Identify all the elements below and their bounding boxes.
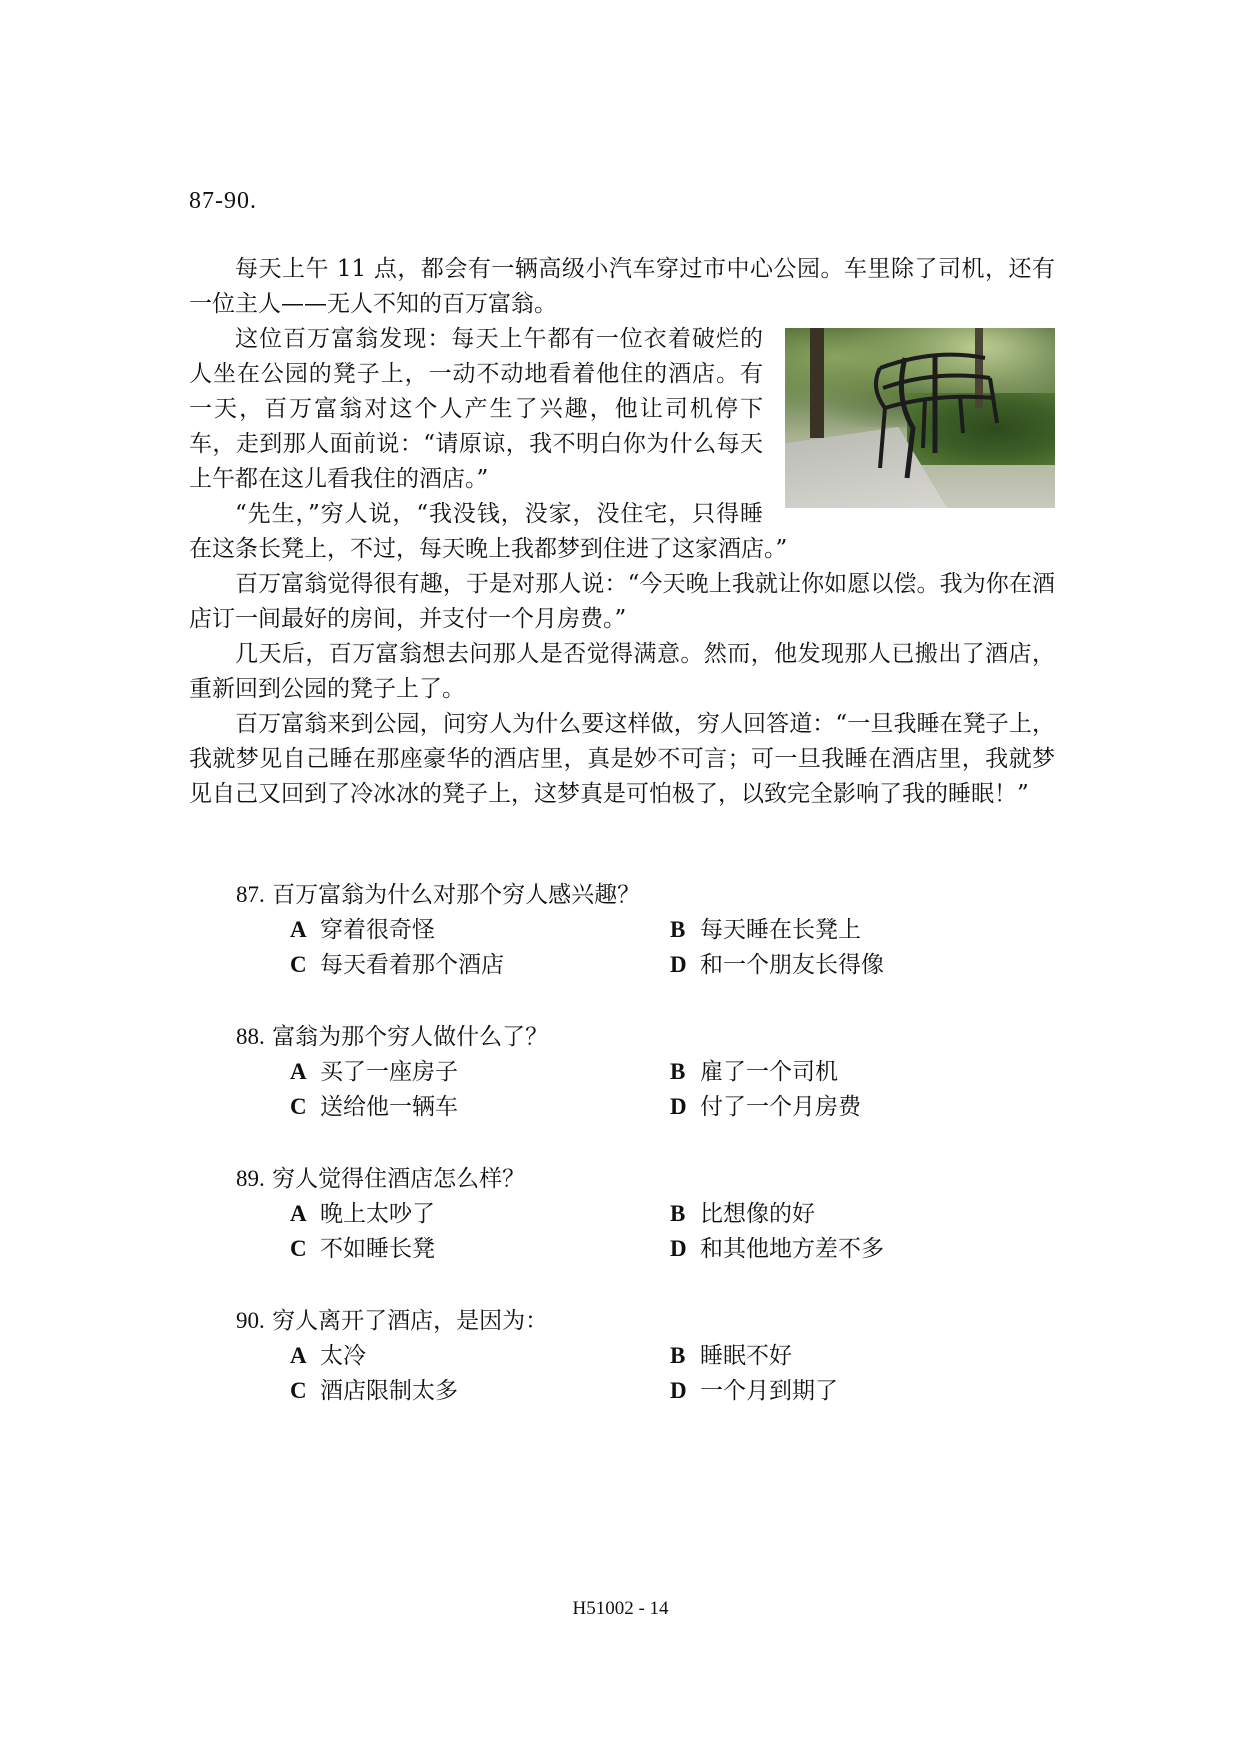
- page-footer: H51002 - 14: [572, 1598, 669, 1619]
- option-text: 和其他地方差不多: [700, 1236, 884, 1262]
- option-letter: D: [670, 1236, 687, 1261]
- option-text: 不如睡长凳: [320, 1236, 435, 1262]
- passage-paragraph-5: 几天后，百万富翁想去问那人是否觉得满意。然而，他发现那人已搬出了酒店，重新回到公园的凳子上了。: [189, 641, 1055, 702]
- option-b[interactable]: [670, 911, 861, 944]
- option-text: 送给他一辆车: [320, 1094, 458, 1120]
- question-stem: [236, 1018, 548, 1051]
- option-d[interactable]: [670, 946, 884, 979]
- question-number: 87.: [236, 882, 265, 907]
- question-number: 90.: [236, 1308, 265, 1333]
- option-b[interactable]: [670, 1195, 815, 1228]
- option-d[interactable]: [670, 1230, 884, 1263]
- option-letter: A: [290, 1059, 307, 1084]
- question-number: 88.: [236, 1024, 265, 1049]
- option-text: 和一个朋友长得像: [700, 952, 884, 978]
- option-letter: B: [670, 1201, 686, 1226]
- option-b[interactable]: [670, 1053, 838, 1086]
- option-text: 雇了一个司机: [700, 1059, 838, 1085]
- question-88: [189, 1018, 1055, 1160]
- option-text: 付了一个月房费: [700, 1094, 861, 1120]
- option-text: 穿着很奇怪: [320, 917, 435, 943]
- option-c[interactable]: [290, 946, 504, 979]
- option-text: 太冷: [320, 1343, 366, 1369]
- option-letter: A: [290, 1343, 307, 1368]
- question-text: 穷人离开了酒店，是因为：: [272, 1308, 549, 1334]
- reading-passage: [189, 252, 1055, 812]
- option-letter: D: [670, 1094, 687, 1119]
- option-letter: C: [290, 1094, 307, 1119]
- option-letter: D: [670, 952, 687, 977]
- option-c[interactable]: [290, 1088, 458, 1121]
- question-87: [189, 876, 1055, 1018]
- question-stem: [236, 1302, 548, 1335]
- option-b[interactable]: [670, 1337, 792, 1370]
- option-text: 买了一座房子: [320, 1059, 458, 1085]
- option-a[interactable]: [290, 911, 435, 944]
- option-text: 每天睡在长凳上: [700, 917, 861, 943]
- option-letter: C: [290, 952, 307, 977]
- passage-paragraph-6: 百万富翁来到公园，问穷人为什么要这样做，穷人回答道：“一旦我睡在凳子上，我就梦见自己睡在那座豪华的酒店里，真是妙不可言；可一旦我睡在酒店里，我就梦见自己又回到了冷冰冰的凳子上，这梦真是可怕极了，以致完全影响了我的睡眠！”: [189, 711, 1055, 807]
- park-bench-photo: [785, 328, 1055, 508]
- option-text: 一个月到期了: [700, 1378, 838, 1404]
- option-a[interactable]: [290, 1053, 458, 1086]
- section-number: 87-90.: [189, 188, 257, 214]
- option-text: 晚上太吵了: [320, 1201, 435, 1227]
- option-letter: C: [290, 1236, 307, 1261]
- question-text: 百万富翁为什么对那个穷人感兴趣？: [272, 882, 641, 908]
- option-letter: A: [290, 1201, 307, 1226]
- option-letter: B: [670, 1343, 686, 1368]
- option-letter: C: [290, 1378, 307, 1403]
- option-d[interactable]: [670, 1372, 838, 1405]
- question-number: 89.: [236, 1166, 265, 1191]
- question-89: [189, 1160, 1055, 1302]
- passage-paragraph-2: 这位百万富翁发现：每天上午都有一位衣着破烂的人坐在公园的凳子上，一动不动地看着他住的酒店。有一天，百万富翁对这个人产生了兴趣，他让司机停下车，走到那人面前说：“请原谅，我不明白你为什么每天上午都在这儿看我住的酒店。”: [189, 326, 763, 492]
- option-letter: B: [670, 1059, 686, 1084]
- passage-paragraph-4: 百万富翁觉得很有趣，于是对那人说：“今天晚上我就让你如愿以偿。我为你在酒店订一间最好的房间，并支付一个月房费。”: [189, 571, 1055, 632]
- option-text: 比想像的好: [700, 1201, 815, 1227]
- question-text: 富翁为那个穷人做什么了？: [272, 1024, 549, 1050]
- option-text: 每天看着那个酒店: [320, 952, 504, 978]
- question-stem: [236, 1160, 525, 1193]
- option-a[interactable]: [290, 1195, 435, 1228]
- option-a[interactable]: [290, 1337, 366, 1370]
- option-text: 酒店限制太多: [320, 1378, 458, 1404]
- option-c[interactable]: [290, 1372, 458, 1405]
- option-text: 睡眠不好: [700, 1343, 792, 1369]
- passage-paragraph-3: “先生，”穷人说，“我没钱，没家，没住宅，只得睡在这条长凳上，不过，每天晚上我都梦到住进了这家酒店。”: [189, 501, 788, 562]
- passage-paragraph-1: 每天上午 11 点，都会有一辆高级小汽车穿过市中心公园。车里除了司机，还有一位主人——无人不知的百万富翁。: [189, 256, 1055, 317]
- option-letter: B: [670, 917, 686, 942]
- option-letter: D: [670, 1378, 687, 1403]
- option-letter: A: [290, 917, 307, 942]
- option-d[interactable]: [670, 1088, 861, 1121]
- question-90: [189, 1302, 1055, 1444]
- question-stem: [236, 876, 640, 909]
- option-c[interactable]: [290, 1230, 435, 1263]
- question-list: [189, 876, 1055, 1444]
- question-text: 穷人觉得住酒店怎么样？: [272, 1166, 526, 1192]
